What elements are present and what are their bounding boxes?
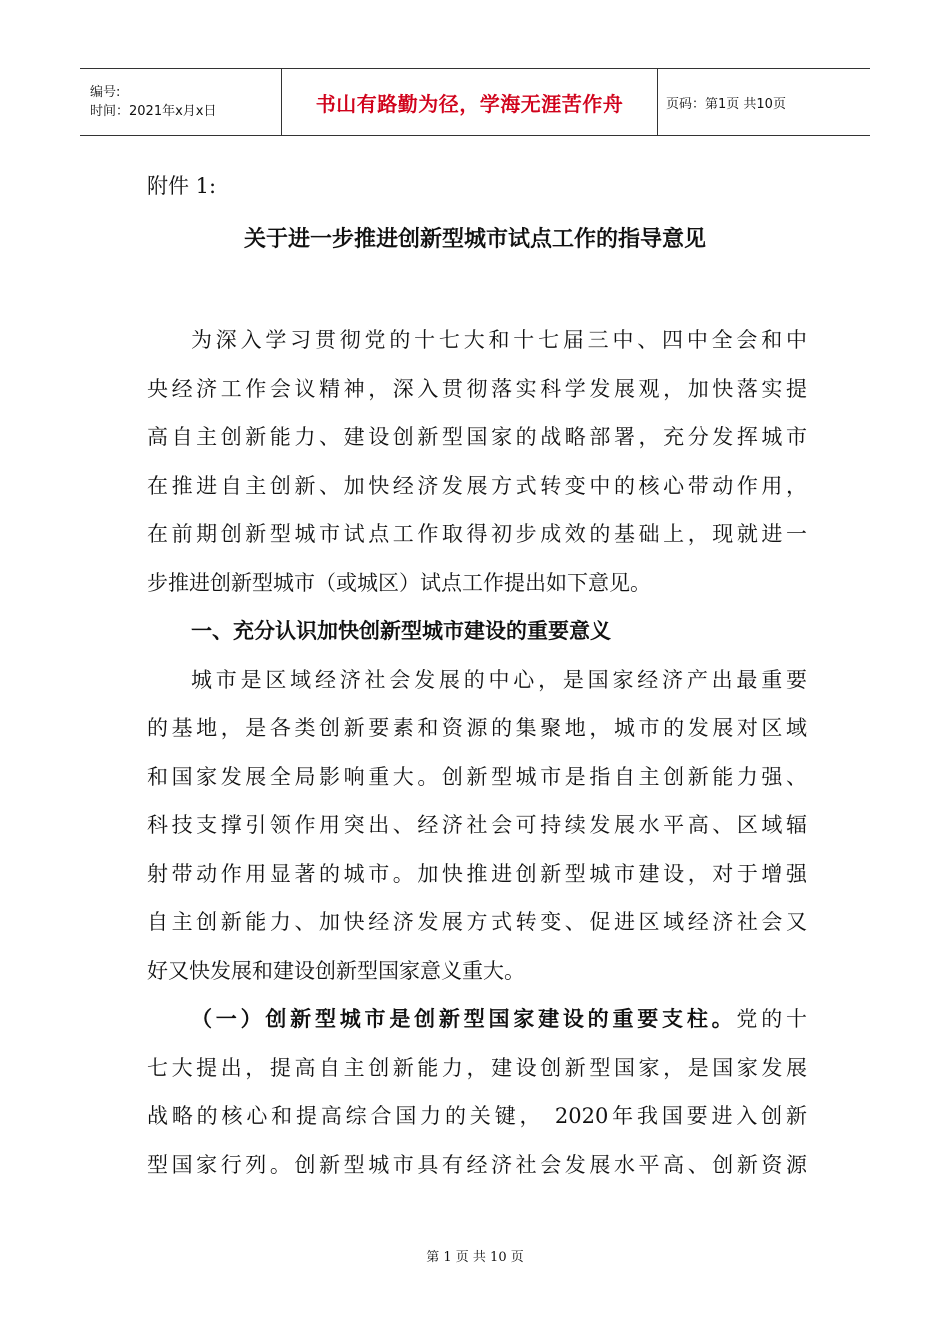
subsection-first-line [147, 995, 807, 1044]
paragraph-line: 科技支撑引领作用突出、经济社会可持续发展水平高、区域辐 [147, 813, 807, 837]
header-page-cell [658, 69, 870, 135]
header-meta [80, 69, 282, 135]
paragraph-line: 央经济工作会议精神，深入贯彻落实科学发展观，加快落实提 [147, 376, 807, 401]
header-motto-cell [282, 69, 658, 135]
document-header [80, 68, 870, 136]
time-label: 时间：2021年x月x日 [90, 104, 217, 119]
paragraph-line: 城市是区域经济社会发展的中心，是国家经济产出最重要 [191, 667, 807, 692]
page-footer: 第 1 页 共 10 页 [426, 1250, 524, 1265]
section-heading: 一、充分认识加快创新型城市建设的重要意义 [191, 619, 611, 643]
paragraph-line: 射带动作用显著的城市。加快推进创新型城市建设，对于增强 [147, 861, 807, 886]
subsection-heading: （一）创新型城市是创新型国家建设的重要支柱。 [191, 1007, 737, 1031]
paragraph-line: 和国家发展全局影响重大。创新型城市是指自主创新能力强、 [147, 764, 807, 789]
paragraph-line: 在前期创新型城市试点工作取得初步成效的基础上，现就进一 [147, 522, 807, 546]
number-label: 编号: [90, 85, 121, 100]
document-body [147, 316, 807, 1189]
motto: 书山有路勤为径，学海无涯苦作舟 [315, 91, 624, 116]
paragraph-line: 型国家行列。创新型城市具有经济社会发展水平高、创新资源 [147, 1152, 807, 1177]
paragraph-line: 战略的核心和提高综合国力的关键， 2020年我国要进入创新 [147, 1104, 807, 1128]
attachment-label: 附件 1: [147, 174, 217, 198]
paragraph-line: 步推进创新型城市（或城区）试点工作提出如下意见。 [147, 570, 651, 595]
paragraph-line: 的基地，是各类创新要素和资源的集聚地，城市的发展对区域 [147, 716, 807, 740]
paragraph-line: 高自主创新能力、建设创新型国家的战略部署，充分发挥城市 [147, 425, 807, 449]
paragraph-line: 好又快发展和建设创新型国家意义重大。 [147, 958, 525, 983]
paragraph-line: 在推进自主创新、加快经济发展方式转变中的核心带动作用， [147, 473, 807, 498]
document-title: 关于进一步推进创新型城市试点工作的指导意见 [243, 227, 706, 252]
subsection-text: 党的十 [736, 1007, 808, 1031]
paragraph-line: 七大提出，提高自主创新能力，建设创新型国家，是国家发展 [147, 1055, 807, 1080]
paragraph-line: 自主创新能力、加快经济发展方式转变、促进区域经济社会又 [147, 910, 807, 934]
paragraph-line: 为深入学习贯彻党的十七大和十七届三中、四中全会和中 [191, 328, 807, 352]
page-label: 页码：第1页 共10页 [666, 96, 786, 112]
